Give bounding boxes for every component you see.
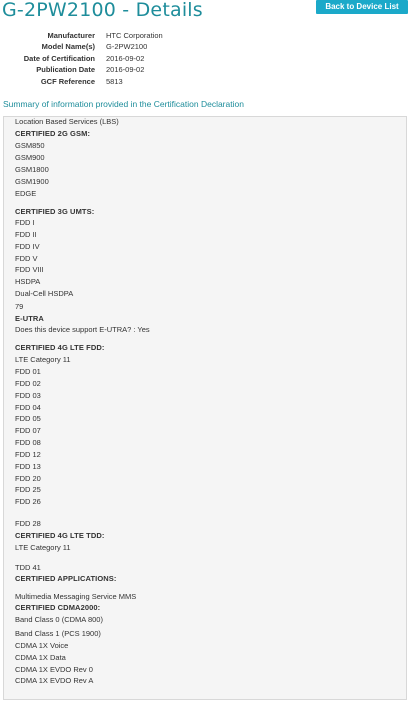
list-item: FDD 07	[15, 426, 41, 435]
list-item: LTE Category 11	[15, 355, 71, 364]
list-item: FDD V	[15, 254, 38, 263]
list-item: FDD 08	[15, 438, 41, 447]
detail-label: Date of Certification	[23, 53, 95, 63]
list-item: FDD II	[15, 230, 37, 239]
list-item: FDD 02	[15, 379, 41, 388]
detail-label: Model Name(s)	[41, 42, 95, 52]
list-item: LTE Category 11	[15, 543, 71, 552]
list-item: TDD 41	[15, 563, 41, 572]
certification-summary-panel	[3, 116, 407, 700]
list-item: Band Class 1 (PCS 1900)	[15, 629, 101, 638]
list-item: 79	[15, 302, 24, 311]
detail-value: G-2PW2100	[106, 42, 148, 52]
page-title: G-2PW2100 - Details	[2, 0, 203, 21]
list-item: FDD 01	[15, 367, 41, 376]
list-item: CDMA 1X Data	[15, 653, 66, 662]
list-item: GSM1900	[15, 177, 49, 186]
detail-label: GCF Reference	[40, 76, 95, 86]
detail-value: 2016-09-02	[106, 65, 145, 75]
list-item: FDD 13	[15, 462, 41, 471]
list-item: FDD I	[15, 218, 35, 227]
section-heading: CERTIFIED 2G GSM:	[15, 129, 91, 138]
detail-value: HTC Corporation	[106, 31, 163, 40]
section-heading: CERTIFIED 3G UMTS:	[15, 207, 95, 216]
list-item: EDGE	[15, 189, 37, 198]
list-item: FDD 12	[15, 450, 41, 459]
detail-label: Publication Date	[36, 65, 95, 75]
section-heading: CERTIFIED APPLICATIONS:	[15, 574, 117, 583]
section-heading: CERTIFIED 4G LTE TDD:	[15, 531, 105, 540]
list-item: Dual-Cell HSDPA	[15, 289, 74, 298]
list-item: GSM850	[15, 141, 45, 150]
list-item: Multimedia Messaging Service MMS	[15, 592, 137, 601]
list-item: FDD VIII	[15, 265, 44, 274]
detail-label: Manufacturer	[47, 31, 95, 40]
list-item: FDD 26	[15, 497, 41, 506]
list-item: FDD 28	[15, 519, 41, 528]
section-heading: E-UTRA	[15, 314, 44, 323]
list-item: GSM1800	[15, 165, 49, 174]
section-heading: CERTIFIED 4G LTE FDD:	[15, 343, 105, 352]
detail-value: 5813	[106, 76, 123, 86]
list-item: FDD 25	[15, 485, 41, 494]
list-item: CDMA 1X EVDO Rev A	[15, 676, 94, 685]
list-item: GSM900	[15, 153, 45, 162]
list-item: CDMA 1X EVDO Rev 0	[15, 665, 93, 674]
list-item: FDD 20	[15, 474, 41, 483]
list-item: Band Class 0 (CDMA 800)	[15, 615, 103, 624]
list-item: HSDPA	[15, 277, 41, 286]
section-heading: CERTIFIED CDMA2000:	[15, 603, 101, 612]
list-item: FDD 05	[15, 414, 41, 423]
list-item: FDD 03	[15, 391, 41, 400]
list-item: FDD 04	[15, 403, 41, 412]
list-item: Location Based Services (LBS)	[15, 117, 119, 126]
summary-heading: Summary of information provided in the Certification Declaration	[3, 99, 244, 109]
detail-value: 2016-09-02	[106, 53, 145, 63]
list-item: Does this device support E-UTRA? : Yes	[15, 325, 150, 334]
list-item: FDD IV	[15, 242, 40, 251]
back-to-device-list-button[interactable]: Back to Device List	[316, 0, 408, 14]
list-item: CDMA 1X Voice	[15, 641, 69, 650]
